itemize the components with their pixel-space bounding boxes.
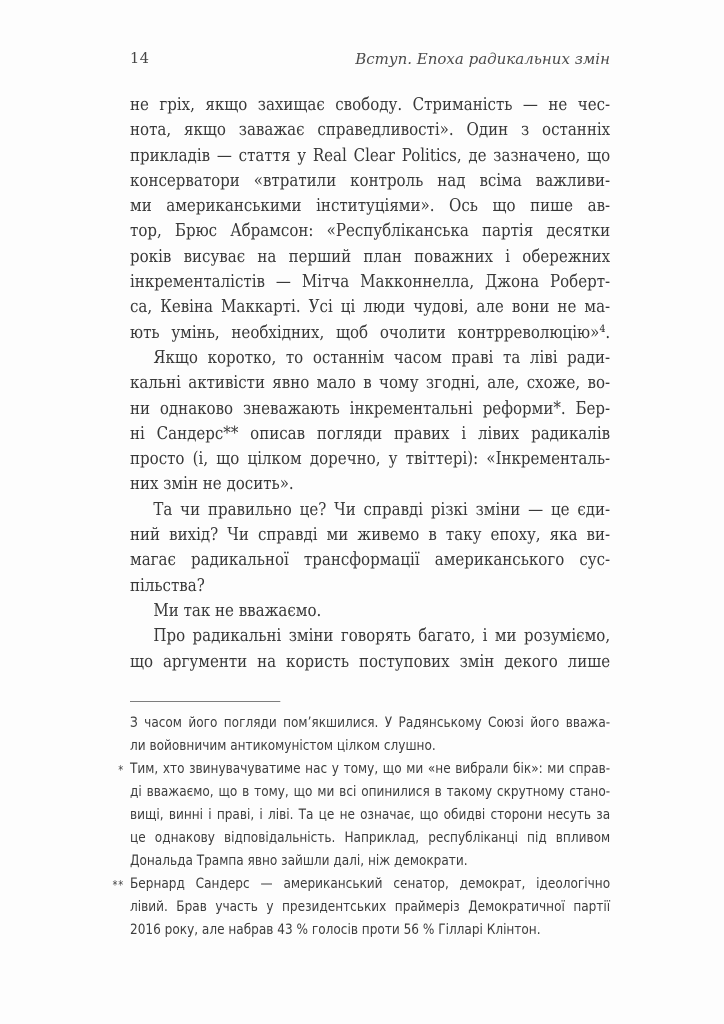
text-line: ли войовничим антикомуністом цілком слушно. [130,738,436,754]
text-line: Та чи правильно це? Чи справді різкі зміни — це єди- [153,498,611,520]
footnote-marker: * [118,763,125,777]
text-line: консерватори «втратили контроль над всіма важливи- [130,169,611,191]
text-line: лівий. Брав участь у президентських праймеріз Демократичної партії [130,899,611,915]
body-text [130,92,610,674]
text-line: 2016 року, але набрав 43 % голосів проти 56 % Гілларі Клінтон. [130,922,541,938]
footnote-marker: ** [112,878,125,892]
text-line: магає радикальної трансформації американського сус- [130,549,611,571]
text-line: інкременталістів — Мітча Макконнелла, Джона Роберт- [130,271,611,293]
text-line: ни однаково зневажають інкрементальні реформи*. Бер- [130,397,611,419]
footnote [118,758,611,873]
footnote [130,712,610,758]
text-line: ють умінь, необхідних, щоб очолити контрреволюцію»⁴. [130,321,611,343]
text-line: Бернард Сандерс — американський сенатор, демократ, ідеологічно [130,876,611,892]
text-line: ми американськими інституціями». Ось що пише ав- [130,195,611,217]
text-line: Ми так не вважаємо. [153,599,322,621]
text-line: З часом його погляди пом’якшилися. У Радянському Союзі його вважа- [130,715,611,731]
text-line: ні Сандерс** описав погляди правих і лівих радикалів [130,422,611,444]
paragraph [130,345,610,497]
paragraph [130,92,610,345]
text-line: са, Кевіна Маккарті. Усі ці люди чудові, але вони не ма- [130,296,611,318]
paragraph [130,497,610,598]
text-line: років висуває на перший план поважних і обережних [130,245,611,267]
footnote-separator [130,701,280,702]
text-line: них змін не досить». [130,473,294,495]
footnote [112,873,611,942]
text-line: тор, Брюс Абрамсон: «Республіканська партія десятки [130,220,611,242]
text-line: прикладів — стаття у Real Clear Politics, де зазначено, що [130,144,611,166]
footnotes [112,712,611,942]
text-line: Тим, хто звинувачуватиме нас у тому, що ми «не вибрали бік»: ми справ- [130,761,611,777]
text-line: просто (і, що цілком доречно, у твіттері): «Інкременталь- [130,448,611,470]
text-line: нота, якщо заважає справедливості». Один з останніх [130,119,611,141]
text-line: кальні активісти явно мало в чому згодні, але, схоже, во- [130,372,611,394]
text-line: ді вважаємо, що в тому, що ми всі опинилися в такому скрутному стано- [130,784,611,800]
page-number: 14 [130,51,150,67]
paragraph [130,598,610,623]
text-line: вищі, винні і праві, і ліві. Та це не означає, що обидві сторони несуть за [130,807,611,823]
text-line: що аргументи на користь поступових змін декого лише [130,650,611,672]
text-line: Про радикальні зміни говорять багато, і ми розуміємо, [153,625,611,647]
paragraph [130,623,610,674]
text-line: пільства? [130,574,205,596]
text-line: не гріх, якщо захищає свободу. Стриманість — не чес- [130,94,611,115]
text-line: Якщо коротко, то останнім часом праві та ліві ради- [153,346,611,368]
text-line: це однакову відповідальність. Наприклад, республіканці під впливом [130,830,611,846]
text-line: Дональда Трампа явно зайшли далі, ніж демократи. [130,853,468,869]
running-head: Вступ. Епоха радикальних змін [355,50,610,68]
text-line: ний вихід? Чи справді ми живемо в таку епоху, яка ви- [130,524,611,546]
